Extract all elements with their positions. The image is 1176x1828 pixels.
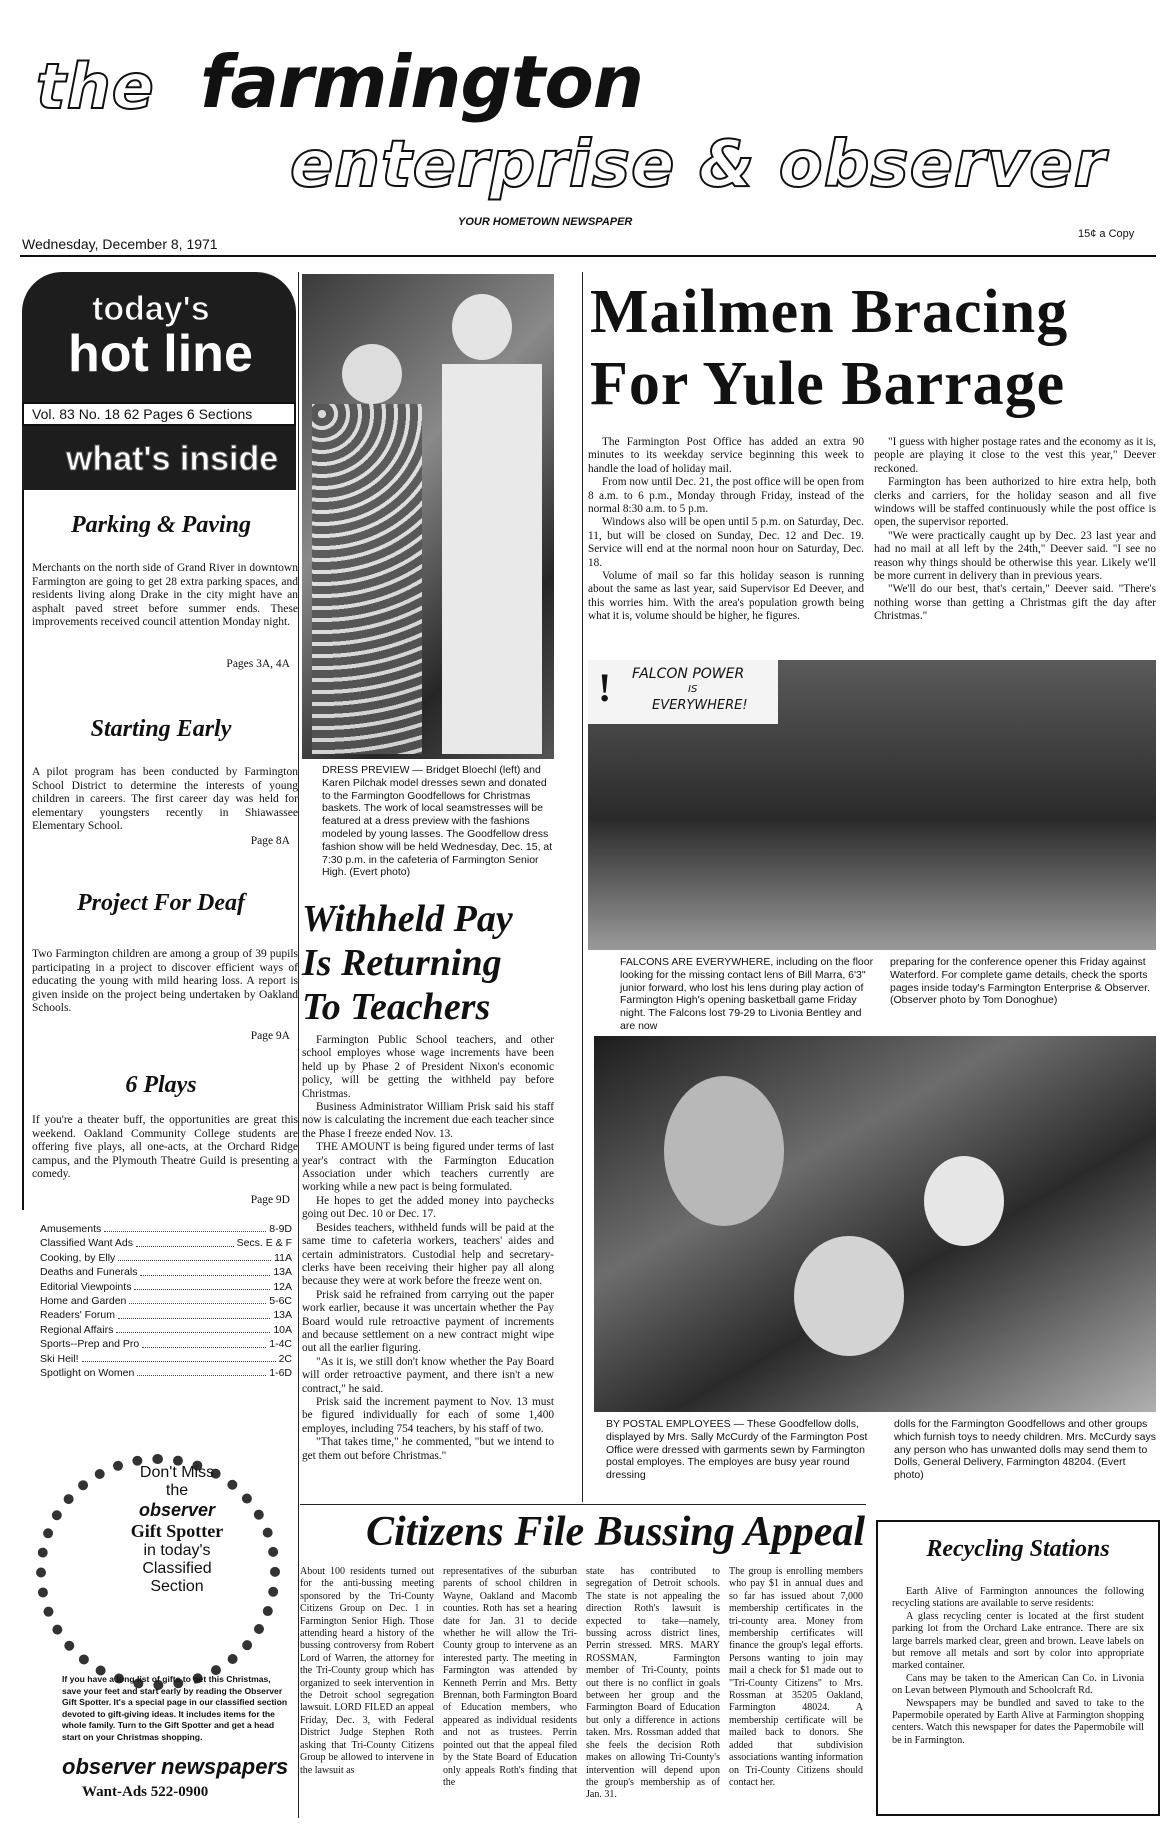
bussing-body (300, 1566, 866, 1818)
index-row (40, 1308, 292, 1322)
paragraph: From now until Dec. 21, the post office will be open from 8 a.m. to 6 p.m., Monday through Friday, instead of the normal 8:30 a.m. to 5 p.m. (588, 476, 864, 516)
index-row (40, 1294, 292, 1308)
spotter-line: Classified (142, 1560, 212, 1577)
mailmen-col-2 (874, 436, 1156, 624)
dolls-caption-2: dolls for the Farmington Goodfellows and other groups which furnish toys to needy children. Mrs. McCurdy says any person who has unwanted dolls may send them to Dolls, General Delivery, Farmington 48204. (Evert photo) (894, 1418, 1157, 1482)
index-row (40, 1280, 292, 1294)
spotter-paper-brand: observer newspapers (62, 1754, 289, 1779)
index-name: Editorial Viewpoints (40, 1280, 132, 1293)
brief-text: Merchants on the north side of Grand River in downtown Farmington are going to get 28 extra parking spaces, and residents living along Drake in the city might have an asphalt paved street before summer ends. These improvements received council attention Monday night. (32, 562, 298, 628)
masthead-the: the (36, 50, 155, 123)
paragraph: "That takes time," he commented, "but we intend to get them out before Christmas." (302, 1436, 554, 1462)
masthead-rule (20, 255, 1156, 257)
brief-text: A pilot program has been conducted by Farmington School District to determine the interests of young children in careers. The first career day was held for elementary youngsters recently in Shiawassee Elementary School. (32, 766, 298, 832)
white-dress (442, 364, 542, 754)
paragraph: "As it is, we still don't know whether the Pay Board will order retroactive payment, and there isn't a new contract," he said. (302, 1355, 554, 1395)
paragraph: Besides teachers, withheld funds will be paid at the same time to cafeteria workers, teachers' aides and certain administrators. Custodial help and secretary-clerks have been receiving their higher pay all along because they were at work before the freeze went on. (302, 1221, 554, 1288)
index-row (40, 1251, 292, 1265)
index-row (40, 1337, 292, 1351)
index-page: Secs. E & F (236, 1237, 292, 1250)
recycling-head: Recycling Stations (926, 1536, 1110, 1562)
index-leader (118, 1251, 271, 1261)
falcon-sign-text: IS (688, 684, 698, 695)
main-headline (590, 276, 1170, 420)
price: 15¢ a Copy (1078, 228, 1135, 240)
hotline-title-2: hot line (68, 325, 253, 383)
falcon-caption-2: preparing for the conference opener this Friday against Waterford. For complete game details, check the sports pages inside today's Farmington Enterprise & Observer. (Observer photo by Tom Donoghue) (890, 956, 1150, 1007)
index-name: Sports--Prep and Pro (40, 1338, 140, 1351)
index-name: Deaths and Funerals (40, 1266, 138, 1279)
paragraph: THE AMOUNT is being figured under terms of last year's contract with the Farmington Education Association under which teachers currently are working while a new pact is being formulated. (302, 1141, 554, 1194)
want-ads-number: Want-Ads 522-0900 (82, 1784, 209, 1800)
spotter-line: in today's (143, 1542, 211, 1559)
withheld-head-3: To Teachers (302, 986, 491, 1028)
paragraph: Farmington Public School teachers, and other school employes whose wage increments have been held up by Phase 2 of President Nixon's economic policy, will be getting the withheld pay before Christmas. (302, 1034, 554, 1100)
index-leader (134, 1280, 270, 1290)
woman-face (664, 1076, 784, 1226)
column-rule (582, 272, 583, 1502)
masthead-farmington: farmington (200, 40, 644, 124)
falcon-sign-text: FALCON POWER (632, 666, 745, 682)
paragraph: He hopes to get the added money into paychecks going out Dec. 10 or Dec. 17. (302, 1194, 554, 1221)
index-leader (104, 1222, 266, 1232)
paragraph: Cans may be taken to the American Can Co. in Livonia on Levan between Plymouth and Schoolcraft Rd. (892, 1672, 1144, 1697)
dolls-caption-1: BY POSTAL EMPLOYEES — These Goodfellow dolls, displayed by Mrs. Sally McCurdy of the Farmington Post Office were dressed with garments sewn by Farmington postal employes. The employes are busy year round dressing (606, 1418, 868, 1482)
brief-page: Page 8A (250, 835, 290, 847)
falcon-sign-text: EVERYWHERE! (652, 698, 748, 713)
brief-head: Parking & Paving (70, 512, 251, 538)
index-row (40, 1236, 292, 1250)
gift-spotter-ad (22, 1448, 296, 1818)
index-page: 5-6C (269, 1295, 292, 1308)
brief-head: Starting Early (90, 716, 232, 742)
index-row (40, 1323, 292, 1337)
spotter-line: Don't Miss (139, 1464, 215, 1481)
index-page: 1-4C (269, 1338, 292, 1351)
paragraph: Prisk said the increment payment to Nov. 13 must be figured individually for each of some 1,400 employes, including 754 teachers, by his staff of two. (302, 1395, 554, 1435)
index-row (40, 1366, 292, 1380)
column-rule (298, 272, 299, 1818)
person-face (342, 344, 402, 404)
brief-head: Project For Deaf (77, 890, 245, 916)
spotter-fine-print: If you have a long list of gifts to get this Christmas, save your feet and start early by reading the Observer Gift Spotter. It's a special page in our classified section devoted to gift-giving ideas. It includes items for the whole family. Turn to the Gift Spotter and get a head start on your Christmas shopping. (62, 1674, 288, 1742)
index-page: 8-9D (269, 1223, 292, 1235)
index-page: 13A (273, 1309, 292, 1322)
paragraph: A glass recycling center is located at the first student parking lot from the Orchard Lake entrance. There are six large barrels marked clear, green and brown. Leave labels on but remove all metals and sort by color into appropriate marked container. (892, 1610, 1144, 1672)
withheld-head-2: Is Returning (302, 942, 502, 984)
index-row (40, 1265, 292, 1279)
index-page: 12A (273, 1280, 292, 1293)
dateline: Wednesday, December 8, 1971 (22, 236, 218, 252)
index-name: Cooking, by Elly (40, 1251, 116, 1264)
index-page: 13A (273, 1266, 292, 1279)
whats-inside-title: what's inside (66, 440, 279, 478)
doll-face (794, 1236, 904, 1356)
paragraph: "We were practically caught up by Dec. 23 last year and had no mail at all left by the 24th," Deever said. "I see no reason why things should be otherwise this year. Likely we'll be more current in delivery than in previous years. (874, 529, 1156, 583)
brief-page: Pages 3A, 4A (226, 658, 290, 670)
paragraph: Farmington has been authorized to hire extra help, both clerks and carriers, for the holiday season and all five windows will be staffed continuously while the post office is open, the supervisor reported. (874, 476, 1156, 529)
briefs-box (22, 490, 296, 1210)
index-page: 2C (278, 1352, 292, 1365)
paragraph: The Farmington Post Office has added an extra 90 minutes to its weekday service beginning this week to handle the load of holiday mail. (588, 436, 864, 475)
dolls-photo (594, 1036, 1156, 1412)
index-name: Spotlight on Women (40, 1367, 135, 1380)
withheld-body (302, 1034, 554, 1463)
section-rule (300, 1504, 866, 1505)
index-page: 1-6D (269, 1367, 292, 1380)
spotter-line: Gift Spotter (130, 1521, 224, 1541)
paragraph: Prisk said he refrained from carrying out the paper work earlier, because it was uncertain whether the Pay Board would rule retroactive payment of increments and because settlement on a new contract might wipe out all the earlier figuring. (302, 1288, 554, 1355)
index-name: Regional Affairs (40, 1323, 114, 1336)
bussing-col: state has contributed to segregation of Detroit schools. The state is not appealing the direction Roth's lawsuit is expected to take—namely, bussing across district lines, Perrin stressed. MRS. MARY ROSSMAN, Farmington member of Tri-County, points out there is no conflict in goals between her group and the Farmington Board of Education but only a difference in actions taken. Mrs. Rossman added that she feels the decision Roth makes on allowing Tri-County's intervention will depend upon the group's membership as of Jan. 31. (586, 1566, 720, 1801)
main-headline-line: Mailmen Bracing (590, 278, 1069, 346)
index-name: Home and Garden (40, 1295, 127, 1308)
falcon-sign (588, 660, 778, 724)
brief-head: 6 Plays (125, 1072, 197, 1098)
index-leader (142, 1337, 266, 1347)
paragraph: Volume of mail so far this holiday season is running about the same as last year, said Supervisor Ed Deever, and this worries him. With the area's population growth being what it is, volume should be higher, he figures. (588, 570, 864, 623)
spotter-line: Section (150, 1578, 204, 1595)
index-leader (82, 1352, 276, 1362)
index-leader (116, 1323, 270, 1333)
paragraph: Windows also will be open until 5 p.m. on Saturday, Dec. 11, but will be closed on Sunday, Dec. 12 and Dec. 19. Service will end at the normal noon hour on Saturday, Dec. 18. (588, 516, 864, 569)
dress-caption: DRESS PREVIEW — Bridget Bloechl (left) and Karen Pilchak model dresses sewn and donated to the Farmington Goodfellows for Christmas baskets. The work of local seamstresses will be featured at a dress preview with the fashions modeled by young lasses. The Goodfellow dress fashion show will be held Wednesday, Dec. 15, at 7:30 p.m. in the cafeteria of Farmington Senior High. (Evert photo) (322, 764, 553, 879)
index-leader (140, 1265, 270, 1275)
brief-text: Two Farmington children are among a group of 39 pupils participating in a project to discover efficient ways of educating the young with mild hearing loss. A report is given inside on the project being undertaken by Oakland Schools. (32, 948, 298, 1014)
volume-line: Vol. 83 No. 18 62 Pages 6 Sections (22, 402, 296, 426)
recycling-body (892, 1586, 1144, 1747)
index-leader (136, 1236, 234, 1246)
spotter-brand: observer (138, 1500, 216, 1520)
recycling-box (876, 1520, 1160, 1816)
index-leader (118, 1308, 270, 1318)
falcon-caption-1: FALCONS ARE EVERYWHERE, including on the floor looking for the missing contact lens of Bill Marra, 6'3" junior forward, who lost his lens during play action of Farmington High's opening basketball game Friday night. The Falcons lost 79-29 to Livonia Bentley and are now (620, 956, 874, 1032)
patterned-dress (312, 404, 422, 754)
paragraph: "We'll do our best, that's certain," Deever said. "There's nothing worse than getting a Christmas gift the day after Christmas." (874, 583, 1156, 623)
index-page: 10A (273, 1323, 292, 1336)
hotline-banner (22, 272, 296, 420)
index-name: Amusements (40, 1223, 102, 1235)
paragraph: "I guess with higher postage rates and the economy as it is, people are playing it close to the vest this year," Deever reckoned. (874, 436, 1156, 475)
gift-spotter-text (102, 1460, 252, 1596)
bussing-col: The group is enrolling members who pay $1 in annual dues and so far has issued about 7,000 membership certificates in the tri-county area. Money from membership certificates will finance the group's legal efforts. Persons wanting to join may mail a check for $1 made out to "Tri-County Citizens" to Mrs. Rossman at 35205 Oakland, Farmington 48024. A membership certificate will be mailed back to donors. She added that subdivision associations wanting information on Tri-County Citizens should contact her. (729, 1566, 863, 1788)
index-name: Ski Heil! (40, 1352, 79, 1365)
index-name: Classified Want Ads (40, 1237, 133, 1250)
paragraph: Earth Alive of Farmington announces the following recycling stations are available to serve residents: (892, 1586, 1144, 1610)
index-name: Readers' Forum (40, 1309, 115, 1322)
index-leader (137, 1366, 266, 1376)
paragraph: Newspapers may be bundled and saved to take to the Papermobile operated by Earth Alive at Farmington shopping centers. Watch this newspaper for dates the Papermobile will be in Farmington. (892, 1697, 1144, 1746)
main-headline-line: For Yule Barrage (590, 350, 1066, 418)
brief-page: Page 9A (250, 1030, 290, 1042)
index-page: 11A (274, 1251, 292, 1264)
brief-text: If you're a theater buff, the opportunities are great this weekend. Oakland Community College students are offering five plays, all one-acts, at the Orchard Ridge campus, and the Plymouth Theatre Guild is presenting a comedy. (32, 1114, 298, 1180)
mailmen-col-1 (588, 436, 864, 624)
withheld-head-1: Withheld Pay (302, 898, 513, 940)
person-face (452, 294, 512, 360)
index-row (40, 1222, 292, 1236)
masthead-subtitle: enterprise & observer (290, 128, 1107, 202)
bussing-col: About 100 residents turned out for the anti-bussing meeting sponsored by the Tri-County Citizens Group on Dec. 1 in Farmington Senior High. Those attending heard a history of the bussing controversy from Robert Lord of Warren, the attorney for the Tri-County group which has organized to seek intervention in the Detroit school segregation lawsuit. LORD FILED an appeal Friday, Dec. 3, with Federal District Judge Stephen Roth asking that Tri-County Citizens Group be allowed to intervene in the lawsuit as (300, 1566, 434, 1776)
exclamation-icon: ! (598, 665, 612, 710)
falcon-basketball-photo (588, 660, 1156, 950)
inside-index (40, 1222, 292, 1380)
bussing-col: representatives of the suburban parents of school children in Wayne, Oakland and Macomb counties. Roth has set a hearing date for Jan. 31 to decide whether he will allow the Tri-County group to intervene as an interested party. The meeting in Farmington was attended by Kenneth Perrin and Mrs. Betty Brennan, both Farmington Board of Education members, who appeared as individual residents and not as trustees. Perrin pointed out that the appeal filed by the State Board of Education only appeals Roth's finding that the (443, 1566, 577, 1788)
paragraph: Business Administrator William Prisk said his staff now is calculating the increment due each teacher since the Phase I freeze ended Nov. 13. (302, 1101, 554, 1140)
brief-page: Page 9D (250, 1194, 290, 1206)
index-row (40, 1352, 292, 1366)
doll-face (924, 1156, 1004, 1246)
whats-inside-banner (22, 426, 296, 490)
bussing-headline: Citizens File Bussing Appeal (366, 1509, 866, 1555)
dress-preview-photo (302, 274, 554, 759)
hotline-title-1: today's (92, 290, 210, 328)
tagline: YOUR HOMETOWN NEWSPAPER (458, 216, 633, 228)
index-leader (129, 1294, 266, 1304)
spotter-line: the (165, 1482, 189, 1499)
